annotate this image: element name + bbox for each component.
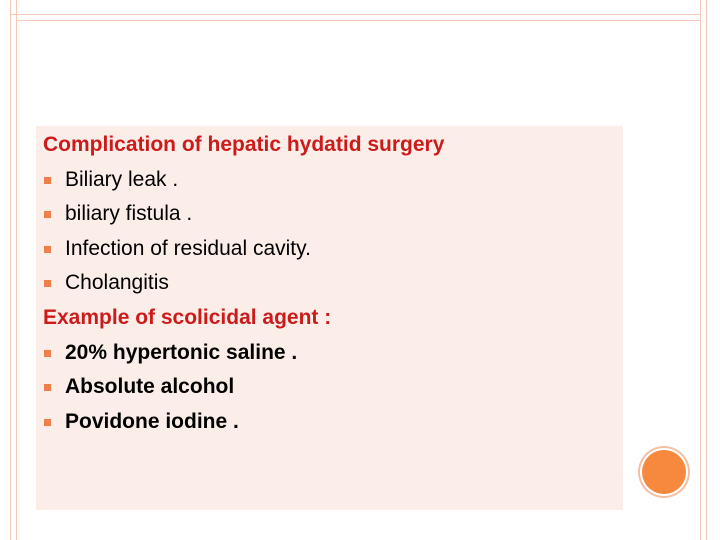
list-item [43,236,613,271]
slide-content [43,132,613,443]
frame-line-right-inner [706,0,707,540]
square-bullet-icon [44,419,51,426]
list-item-text: Absolute alcohol [65,375,235,399]
list-item-text: Infection of residual cavity. [65,236,311,260]
list-item-text: Biliary leak . [65,167,179,191]
list-item [43,201,613,236]
square-bullet-icon [44,246,51,253]
square-bullet-icon [44,211,51,218]
list-item [43,167,613,202]
list-item-text: Cholangitis [65,271,169,295]
list-item-text: biliary fistula . [65,202,193,226]
frame-line-left-inner [16,0,17,540]
frame-line-left-outer [10,0,11,540]
frame-line-top-inner [16,20,700,21]
square-bullet-icon [44,177,51,184]
square-bullet-icon [44,280,51,287]
list-item [43,374,613,409]
frame-line-top-outer [10,14,700,15]
frame-line-right-outer [700,0,701,540]
complications-heading: Complication of hepatic hydatid surgery [43,133,445,156]
list-item-text: Povidone iodine . [65,409,239,433]
square-bullet-icon [44,350,51,357]
list-item [43,340,613,375]
list-item [43,270,613,305]
square-bullet-icon [44,384,51,391]
orange-circle-icon [642,450,686,494]
agents-heading: Example of scolicidal agent : [43,305,332,329]
list-item-text: 20% hypertonic saline . [65,340,298,364]
list-item [43,409,613,444]
